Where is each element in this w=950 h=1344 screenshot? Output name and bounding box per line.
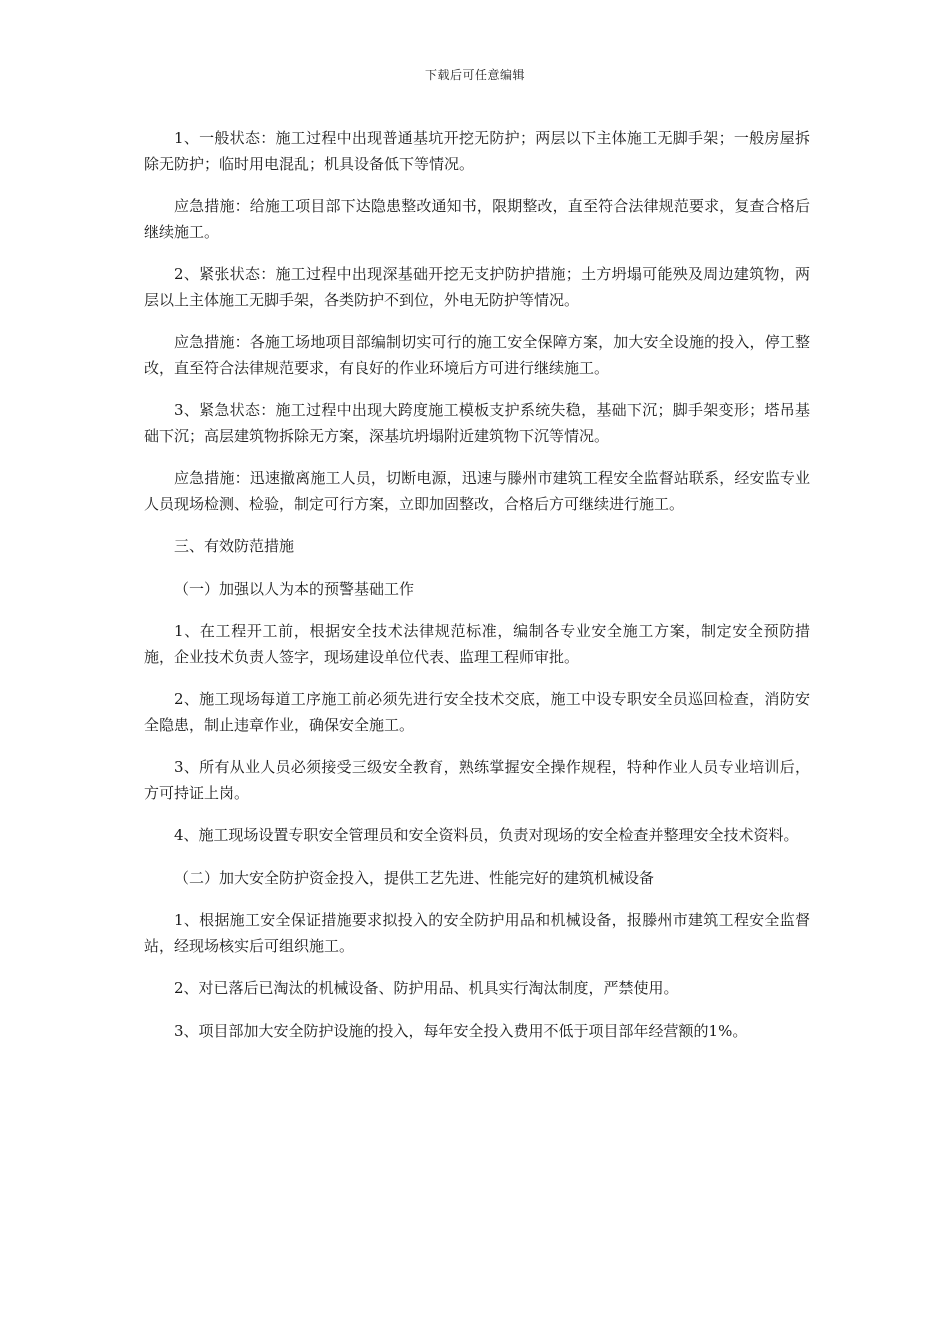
paragraph-general-emergency-measures: 应急措施：给施工项目部下达隐患整改通知书，限期整改，直至符合法律规范要求，复查合格后继续施工。 bbox=[144, 197, 810, 241]
page-header: 下载后可任意编辑 bbox=[424, 68, 525, 82]
paragraph-prevention-item-2: 2、施工现场每道工序施工前必须先进行安全技术交底，施工中设专职安全员巡回检查，消防安全隐患，制止违章作业，确保安全施工。 bbox=[144, 690, 810, 734]
paragraph-urgent-emergency-measures: 应急措施：迅速撤离施工人员，切断电源，迅速与滕州市建筑工程安全监督站联系，经安监专业人员现场检测、检验，制定可行方案，立即加固整改，合格后方可继续进行施工。 bbox=[144, 469, 810, 513]
paragraph-prevention-item-1: 1、在工程开工前，根据安全技术法律规范标准，编制各专业安全施工方案，制定安全预防措施，企业技术负责人签字，现场建设单位代表、监理工程师审批。 bbox=[144, 622, 810, 666]
subsection-heading-people-oriented: （一）加强以人为本的预警基础工作 bbox=[174, 579, 415, 598]
section-heading-prevention: 三、有效防范措施 bbox=[174, 537, 295, 555]
document-body bbox=[144, 126, 810, 1061]
paragraph-tense-emergency-measures: 应急措施：各施工场地项目部编制切实可行的施工安全保障方案，加大安全设施的投入，停工整改，直至符合法律规范要求，有良好的作业环境后方可进行继续施工。 bbox=[144, 333, 810, 377]
subsection-heading-investment: （二）加大安全防护资金投入，提供工艺先进、性能完好的建筑机械设备 bbox=[174, 868, 655, 887]
paragraph-investment-item-3: 3、项目部加大安全防护设施的投入，每年安全投入费用不低于项目部年经营额的1%。 bbox=[174, 1021, 748, 1040]
paragraph-general-status: 1、一般状态：施工过程中出现普通基坑开挖无防护；两层以下主体施工无脚手架；一般房屋拆除无防护；临时用电混乱；机具设备低下等情况。 bbox=[144, 129, 810, 173]
paragraph-urgent-status: 3、紧急状态：施工过程中出现大跨度施工模板支护系统失稳，基础下沉；脚手架变形；塔吊基础下沉；高层建筑物拆除无方案，深基坑坍塌附近建筑物下沉等情况。 bbox=[144, 401, 810, 445]
paragraph-prevention-item-3: 3、所有从业人员必须接受三级安全教育，熟练掌握安全操作规程，特种作业人员专业培训后，方可持证上岗。 bbox=[144, 758, 810, 802]
paragraph-investment-item-1: 1、根据施工安全保证措施要求拟投入的安全防护用品和机械设备，报滕州市建筑工程安全监督站，经现场核实后可组织施工。 bbox=[144, 911, 810, 955]
paragraph-investment-item-2: 2、对已落后已淘汰的机械设备、防护用品、机具实行淘汰制度，严禁使用。 bbox=[174, 979, 679, 997]
paragraph-tense-status: 2、紧张状态：施工过程中出现深基础开挖无支护防护措施；土方坍塌可能殃及周边建筑物，两层以上主体施工无脚手架，各类防护不到位，外电无防护等情况。 bbox=[144, 265, 810, 309]
paragraph-prevention-item-4: 4、施工现场设置专职安全管理员和安全资料员，负责对现场的安全检查并整理安全技术资料。 bbox=[174, 826, 799, 844]
